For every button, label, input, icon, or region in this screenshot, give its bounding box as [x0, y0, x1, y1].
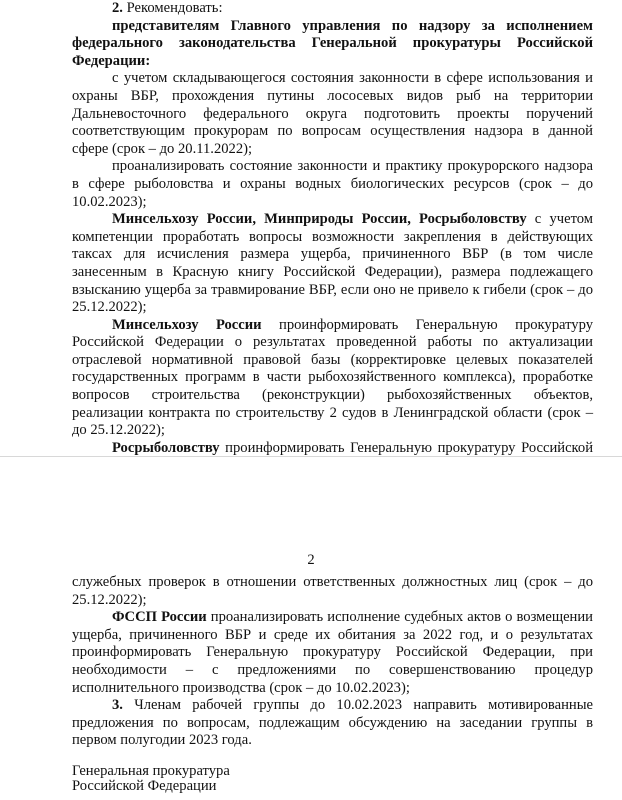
recommendation-ministries: Минсельхозу России, Минприроды России, Росрыболовству с учетом компетенции проработать вопросы возможности закрепления в действующих таксах для исчисления размера ущерба, причиненного ВБР (в том числе занесенным в Красную книгу Российской Федерации), размера подлежащего взысканию ущерба за травмирование ВБР, если оно не привело к гибели (срок – до 25.12.2022);	[72, 211, 594, 316]
gp-item-1: с учетом складывающегося состояния законности в сфере использования и охраны ВБР, прохождения путины лососевых видов рыб на территории Дальневосточного федерального округа подготовить проекты поручений соответствующим прокурорам по вопросам осуществления надзора в данной сфере (срок – до 20.11.2022);	[72, 70, 593, 157]
org-name: Росрыболовству	[112, 439, 220, 456]
recommendation-fssp: ФССП России проанализировать исполнение судебных актов о возмещении ущерба, причиненного ВБР и среде их обитания за 2022 год, и о результатах проинформировать Генеральную прокуратуру Российской Федерации, при необходимости – с предложениями по совершенствованию процедур исполнительного производства (срок – до 10.02.2023);	[72, 609, 593, 696]
recommendation-minselkhoz: Минсельхозу России проинформировать Генеральную прокуратуру Российской Федерации о результатах проведенной работы по актуализации отраслевой нормативной правовой базы (корректировке целевых показателей государственных программ в части рыбохозяйственного комплекса), проработке вопросов строительства (реконструкции) рыбохозяйственных объектов, реализации контракта по строительству 2 судов в Ленинградской области (срок – до 25.12.2022);	[72, 316, 593, 439]
section-2-title: Рекомендовать:	[126, 0, 223, 16]
section-3-number: 3.	[112, 697, 123, 714]
recommendation-rosrybolovstvo: Росрыболовству проинформировать Генеральную прокуратуру Российской	[112, 439, 593, 456]
page-1-body	[72, 0, 593, 493]
section-2-number: 2.	[112, 0, 123, 16]
org-name: ФССП России	[112, 609, 207, 626]
gp-addressee-heading: представителям Главного управления по надзору за исполнением федерального законодательства Генеральной прокуратуры Российской Федерации:	[72, 17, 593, 69]
continued-paragraph: служебных проверок в отношении ответственных должностных лиц (срок – до 25.12.2022);	[72, 574, 593, 608]
section-2-heading	[72, 0, 593, 18]
page-separator	[0, 456, 622, 501]
signature-block	[72, 764, 230, 794]
page-2-body	[72, 574, 593, 750]
signature-line-2: Российской Федерации	[72, 778, 217, 794]
gp-item-2: проанализировать состояние законности и практику прокурорского надзора в сфере рыболовства и охраны водных биологических ресурсов (срок – до 10.02.2023);	[72, 158, 593, 210]
section-3: 3. Членам рабочей группы до 10.02.2023 направить мотивированные предложения по вопросам, подлежащим обсуждению на заседании группы в первом полугодии 2023 года.	[72, 697, 593, 749]
org-name: Минсельхозу России, Минприроды России, Росрыболовству	[112, 211, 527, 228]
signature-line-1: Генеральная прокуратура	[72, 763, 230, 779]
document-page-2	[0, 520, 622, 800]
page-number: 2	[307, 552, 315, 568]
org-name: Минсельхозу России	[112, 316, 262, 333]
